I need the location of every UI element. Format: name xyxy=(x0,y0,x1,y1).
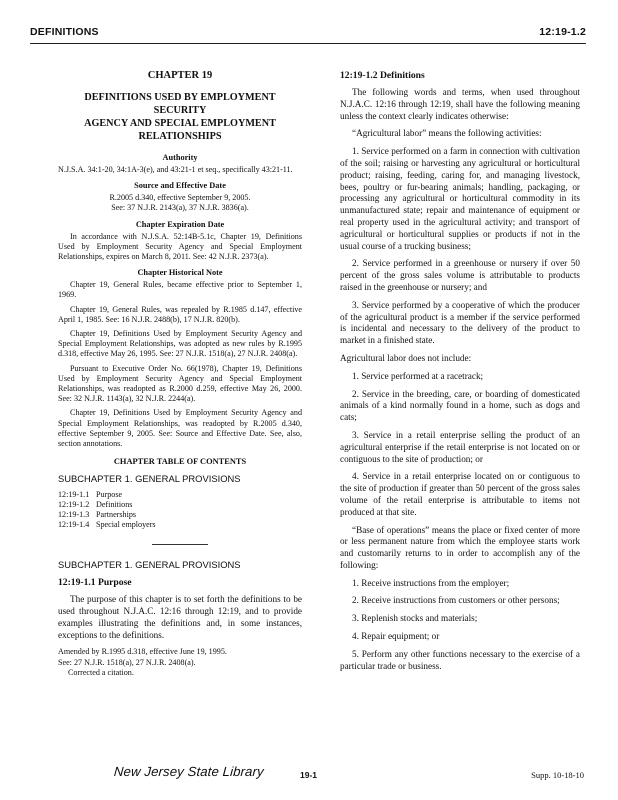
definitions-heading: 12:19-1.2 Definitions xyxy=(340,70,425,81)
page-number: 19-1 xyxy=(300,770,318,780)
amendment-line: See: 27 N.J.R. 1518(a), 27 N.J.R. 2408(a). xyxy=(58,657,196,667)
base-item: 5. Perform any other functions necessary to the exercise of a particular trade or business. xyxy=(340,648,580,671)
history-note: Chapter 19, Definitions Used by Employment Security Agency and Special Employment Relationships, was readopted by R.2005 d.340, effective September 9, 2005. See: Source and Effective Date. See, also, section annotations. xyxy=(58,408,302,449)
toc-title: Purpose xyxy=(96,490,123,500)
subchapter-heading: SUBCHAPTER 1. GENERAL PROVISIONS xyxy=(58,559,241,571)
amendment-line: Corrected a citation. xyxy=(68,667,134,677)
base-item: 2. Receive instructions from customers or other persons; xyxy=(352,595,560,606)
base-item: 4. Repair equipment; or xyxy=(352,631,440,642)
purpose-heading: 12:19-1.1 Purpose xyxy=(58,577,132,589)
base-item: 1. Receive instructions from the employer; xyxy=(352,577,510,588)
authority-text: N.J.S.A. 34:1-20, 34:1A-3(e), and 43:21-1 et seq., specifically 43:21-11. xyxy=(58,165,293,174)
agricultural-labor-lead: “Agricultural labor” means the following activities: xyxy=(352,128,542,139)
history-note: Chapter 19, General Rules, became effective prior to September 1, 1969. xyxy=(58,280,302,300)
toc-number: 12:19-1.1 xyxy=(58,490,90,500)
toc-title: Special employers xyxy=(96,520,156,530)
toc-entry[interactable] xyxy=(58,510,302,520)
history-note: Chapter 19, Definitions Used by Employment Security Agency and Special Employment Relationships, was adopted as new rules by R.1995 d.318, effective May 26, 1995. See: 27 N.J.R. 1518(a), 27 N.J.R. 2408(a). xyxy=(58,329,302,359)
header-rule xyxy=(30,43,586,44)
toc-subchapter: SUBCHAPTER 1. GENERAL PROVISIONS xyxy=(58,473,241,485)
agricultural-labor-item: 3. Service performed by a cooperative of which the producer of the agricultural product is a member if the service performed is incidental and necessary to the delivery of the product to market in a finished state. xyxy=(340,299,580,346)
not-include-lead: Agricultural labor does not include: xyxy=(340,352,472,363)
supplement-date: Supp. 10-18-10 xyxy=(531,770,584,780)
base-of-operations-def: “Base of operations” means the place or fixed center of more or less permanent nature from which the employee starts work and customarily returns to in order to accomplish any of the following: xyxy=(340,524,580,570)
toc-entry[interactable] xyxy=(58,500,302,510)
exclusion-item: 3. Service in a retail enterprise selling the product of an agricultural enterprise if the retail enterprise is not located on or contiguous to the site of production; or xyxy=(340,429,580,464)
purpose-text: The purpose of this chapter is to set forth the definitions to be used throughout N.J.A.C. 12:16 through 12:19, and to provide examples illustrating the definitions and, in some instances, exceptions to the definitions. xyxy=(58,594,302,640)
toc-number: 12:19-1.4 xyxy=(58,520,90,530)
chapter-title-line: DEFINITIONS USED BY EMPLOYMENT SECURITY xyxy=(84,92,276,116)
expiration-text: In accordance with N.J.S.A. 52:14B-5.1c, Chapter 19, Definitions Used by Employment Security Agency and Special Employment Relationships, expires on March 8, 2011. See: 42 N.J.R. 2373(a). xyxy=(58,231,302,262)
base-item: 3. Replenish stocks and materials; xyxy=(352,613,478,624)
toc-number: 12:19-1.2 xyxy=(58,500,90,510)
definitions-intro: The following words and terms, when used throughout N.J.A.C. 12:16 through 12:19, shall have the following meaning unless the context clearly indicates otherwise: xyxy=(340,87,580,121)
toc-entry[interactable] xyxy=(58,520,302,530)
source-heading: Source and Effective Date xyxy=(134,181,226,191)
section-divider xyxy=(152,544,208,545)
toc-title: Partnerships xyxy=(96,510,137,520)
amendment-line: Amended by R.1995 d.318, effective June 19, 1995. xyxy=(58,647,227,657)
running-header xyxy=(30,26,586,42)
history-heading: Chapter Historical Note xyxy=(137,268,223,278)
toc-title: Definitions xyxy=(96,500,133,510)
chapter-title-line: RELATIONSHIPS xyxy=(138,131,222,142)
expiration-heading: Chapter Expiration Date xyxy=(135,219,225,229)
history-note: Pursuant to Executive Order No. 66(1978), Chapter 19, Definitions Used by Employment Security Agency and Special Employment Relationships, was readopted as R.2000 d.259, effective May 26, 2000. See: 32 N.J.R. 1143(a), 32 N.J.R. 2244(a). xyxy=(58,363,302,404)
toc-entry[interactable] xyxy=(58,490,302,500)
exclusion-item: 2. Service in the breeding, care, or boarding of domesticated animals of a kind normally found in a home, such as dogs and cats; xyxy=(340,388,580,423)
chapter-title xyxy=(58,91,302,143)
source-line: See: 37 N.J.R. 2143(a), 37 N.J.R. 3836(a). xyxy=(111,203,249,213)
agricultural-labor-item: 1. Service performed on a farm in connection with cultivation of the soil; raising or harvesting any agricultural or horticultural product; raising, feeding, caring for, and managing livestock, bees, poultry or fur-bearing animals; handling, packaging, or processing any agricultural or horticultural commodity in its unmanufactured state; repair and maintenance of equipment or real property used in the agricultural activity; and transport of agricultural or horticultural supplies or products if not in the usual course of a trucking business; xyxy=(340,146,580,251)
exclusion-item: 4. Service in a retail enterprise located on or contiguous to the site of production if greater than 50 percent of the gross sales volume of the retail enterprise is attributable to items not produced at that site. xyxy=(340,471,580,517)
header-section: 12:19-1.2 xyxy=(539,26,586,38)
library-logo: New Jersey State Library xyxy=(113,764,265,779)
toc-number: 12:19-1.3 xyxy=(58,510,90,520)
left-column xyxy=(58,70,302,678)
toc-heading: CHAPTER TABLE OF CONTENTS xyxy=(113,457,247,467)
chapter-number: CHAPTER 19 xyxy=(147,70,213,81)
agricultural-labor-item: 2. Service performed in a greenhouse or nursery if over 50 percent of the gross sales volume is attributable to products raised in the greenhouse or nursery; and xyxy=(340,258,580,292)
exclusion-item: 1. Service performed at a racetrack; xyxy=(352,370,484,381)
source-line: R.2005 d.340, effective September 9, 2005. xyxy=(109,193,251,203)
right-column xyxy=(340,70,580,678)
header-title: DEFINITIONS xyxy=(30,26,99,38)
authority-heading: Authority xyxy=(162,153,198,162)
chapter-title-line: AGENCY AND SPECIAL EMPLOYMENT xyxy=(84,118,276,129)
history-note: Chapter 19, General Rules, was repealed by R.1985 d.147, effective April 1, 1985. See: 16 N.J.R. 2488(b), 17 N.J.R. 820(b). xyxy=(58,304,302,324)
